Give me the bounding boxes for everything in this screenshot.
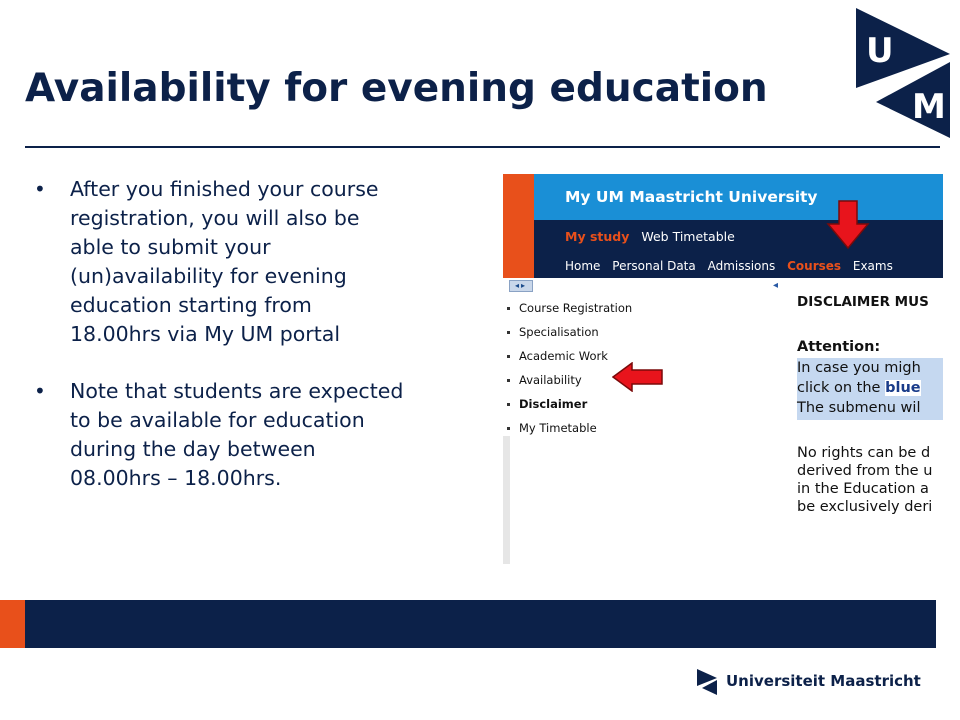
nav-courses[interactable]: Courses xyxy=(787,259,842,273)
menu-bullet-icon xyxy=(507,355,510,358)
attention-line: In case you migh xyxy=(797,360,921,376)
menu-item-label: Specialisation xyxy=(519,325,599,339)
nav-home[interactable]: Home xyxy=(565,259,601,273)
menu-item-label: Course Registration xyxy=(519,301,633,315)
bullet-line: able to submit your xyxy=(70,235,271,259)
menu-item-label: Availability xyxy=(519,373,582,387)
disclaimer-heading: DISCLAIMER MUS xyxy=(797,294,929,310)
attention-heading: Attention: xyxy=(797,339,881,355)
bullet-dot: • xyxy=(34,379,46,403)
footer-um-logo-icon xyxy=(696,668,718,696)
menu-bullet-icon xyxy=(507,307,510,310)
menu-item-my-timetable[interactable] xyxy=(507,416,632,440)
slide-title: Availability for evening education xyxy=(25,66,768,111)
portal-orange-strip xyxy=(503,174,534,278)
title-divider xyxy=(25,146,940,148)
menu-item-label: Academic Work xyxy=(519,349,608,363)
logo-letter-m: M xyxy=(912,87,946,127)
bullet-line: Note that students are expected xyxy=(70,379,404,403)
menu-bullet-icon xyxy=(507,379,510,382)
bullet-line: during the day between xyxy=(70,437,316,461)
portal-left-border xyxy=(503,436,510,564)
nav-personal-data[interactable]: Personal Data xyxy=(612,259,696,273)
bullet-dot: • xyxy=(34,177,46,201)
collapse-arrow-icon[interactable]: ◂ xyxy=(773,280,779,291)
menu-bullet-icon xyxy=(507,403,510,406)
nav-my-study[interactable]: My study xyxy=(565,229,630,244)
logo-letter-u: U xyxy=(866,31,894,71)
menu-item-label: Disclaimer xyxy=(519,397,588,411)
bullet-line: 08.00hrs – 18.00hrs. xyxy=(70,466,282,490)
rights-line: derived from the u xyxy=(797,463,933,479)
blue-keyword: blue xyxy=(885,380,921,396)
bullet-line: (un)availability for evening xyxy=(70,264,347,288)
rights-line: in the Education a xyxy=(797,481,929,497)
attention-line: click on the xyxy=(797,380,886,396)
menu-item-disclaimer[interactable] xyxy=(507,392,632,416)
bullet-line: education starting from xyxy=(70,293,312,317)
rights-line: be exclusively deri xyxy=(797,499,933,515)
footer-bar xyxy=(25,600,936,648)
rights-text xyxy=(797,444,932,516)
menu-item-course-registration[interactable] xyxy=(507,296,632,320)
nav-web-timetable[interactable]: Web Timetable xyxy=(641,229,735,244)
menu-item-label: My Timetable xyxy=(519,421,597,435)
scroll-arrows-icon[interactable]: ◂▸ xyxy=(509,280,533,292)
portal-screenshot xyxy=(503,174,943,564)
bullet-line: After you finished your course xyxy=(70,177,379,201)
attention-text xyxy=(797,358,943,420)
bullet-item xyxy=(30,377,470,493)
rights-line: No rights can be d xyxy=(797,445,931,461)
portal-title: My UM Maastricht University xyxy=(565,188,818,206)
bullet-line: 18.00hrs via My UM portal xyxy=(70,322,341,346)
bullet-list xyxy=(30,175,470,521)
portal-secondary-nav xyxy=(565,259,901,273)
nav-admissions[interactable]: Admissions xyxy=(707,259,776,273)
footer-university-name: Universiteit Maastricht xyxy=(726,672,921,690)
bullet-line: to be available for education xyxy=(70,408,365,432)
bullet-item xyxy=(30,175,470,349)
attention-line: The submenu wil xyxy=(797,400,921,416)
portal-primary-nav xyxy=(565,229,735,244)
nav-exams[interactable]: Exams xyxy=(852,259,893,273)
footer-orange-block xyxy=(0,600,25,648)
menu-bullet-icon xyxy=(507,331,510,334)
um-logo xyxy=(852,6,952,140)
red-arrow-left-icon xyxy=(612,362,664,392)
menu-bullet-icon xyxy=(507,427,510,430)
red-arrow-down-icon xyxy=(826,200,870,250)
bullet-line: registration, you will also be xyxy=(70,206,360,230)
menu-item-specialisation[interactable] xyxy=(507,320,632,344)
